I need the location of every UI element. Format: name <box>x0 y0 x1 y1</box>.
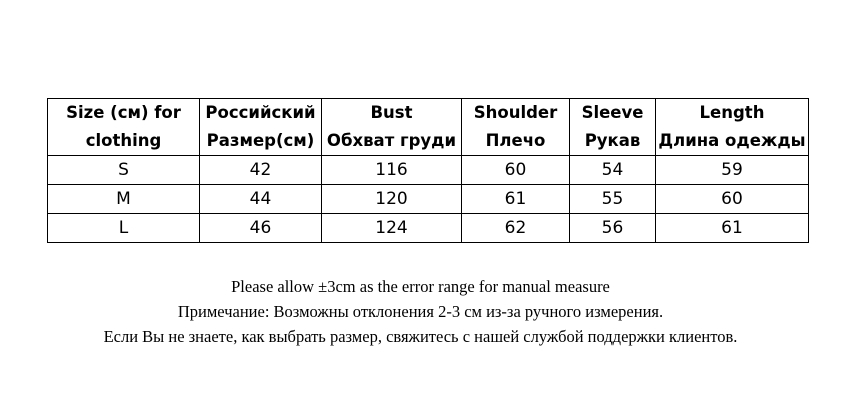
table-row <box>48 156 809 185</box>
header-russian-size <box>200 99 322 156</box>
cell-sleeve: 56 <box>570 214 656 243</box>
header-bust <box>322 99 462 156</box>
header-size <box>48 99 200 156</box>
cell-russian-size: 42 <box>200 156 322 185</box>
note-error-range-ru: Примечание: Возможны отклонения 2-3 см из-за ручного измерения. <box>177 302 664 321</box>
cell-size: M <box>48 185 200 214</box>
header-label: Плечо <box>485 131 546 150</box>
cell-size: L <box>48 214 200 243</box>
table-header-row <box>48 99 809 156</box>
header-shoulder <box>462 99 570 156</box>
header-label: Длина одежды <box>658 131 806 150</box>
header-label: Shoulder <box>473 103 558 122</box>
cell-size: S <box>48 156 200 185</box>
header-label: Sleeve <box>581 103 644 122</box>
cell-bust: 116 <box>322 156 462 185</box>
cell-shoulder: 61 <box>462 185 570 214</box>
header-label: clothing <box>85 131 162 150</box>
cell-sleeve: 55 <box>570 185 656 214</box>
cell-russian-size: 44 <box>200 185 322 214</box>
measurement-notes <box>0 274 841 349</box>
cell-length: 59 <box>656 156 809 185</box>
cell-shoulder: 62 <box>462 214 570 243</box>
size-chart-table <box>47 98 809 243</box>
header-length <box>656 99 809 156</box>
note-contact-support: Если Вы не знаете, как выбрать размер, свяжитесь с нашей службой поддержки клиентов. <box>103 327 738 346</box>
cell-length: 61 <box>656 214 809 243</box>
header-label: Рукав <box>584 131 641 150</box>
table-row <box>48 185 809 214</box>
cell-length: 60 <box>656 185 809 214</box>
cell-shoulder: 60 <box>462 156 570 185</box>
table-row <box>48 214 809 243</box>
cell-russian-size: 46 <box>200 214 322 243</box>
header-label: Российский <box>205 103 316 122</box>
header-label: Size (см) for <box>66 103 181 122</box>
header-label: Length <box>699 103 765 122</box>
cell-sleeve: 54 <box>570 156 656 185</box>
header-label: Обхват груди <box>326 131 457 150</box>
header-label: Размер(см) <box>206 131 315 150</box>
header-sleeve <box>570 99 656 156</box>
note-error-range: Please allow ±3cm as the error range for manual measure <box>231 277 610 296</box>
cell-bust: 120 <box>322 185 462 214</box>
header-label: Bust <box>370 103 413 122</box>
cell-bust: 124 <box>322 214 462 243</box>
